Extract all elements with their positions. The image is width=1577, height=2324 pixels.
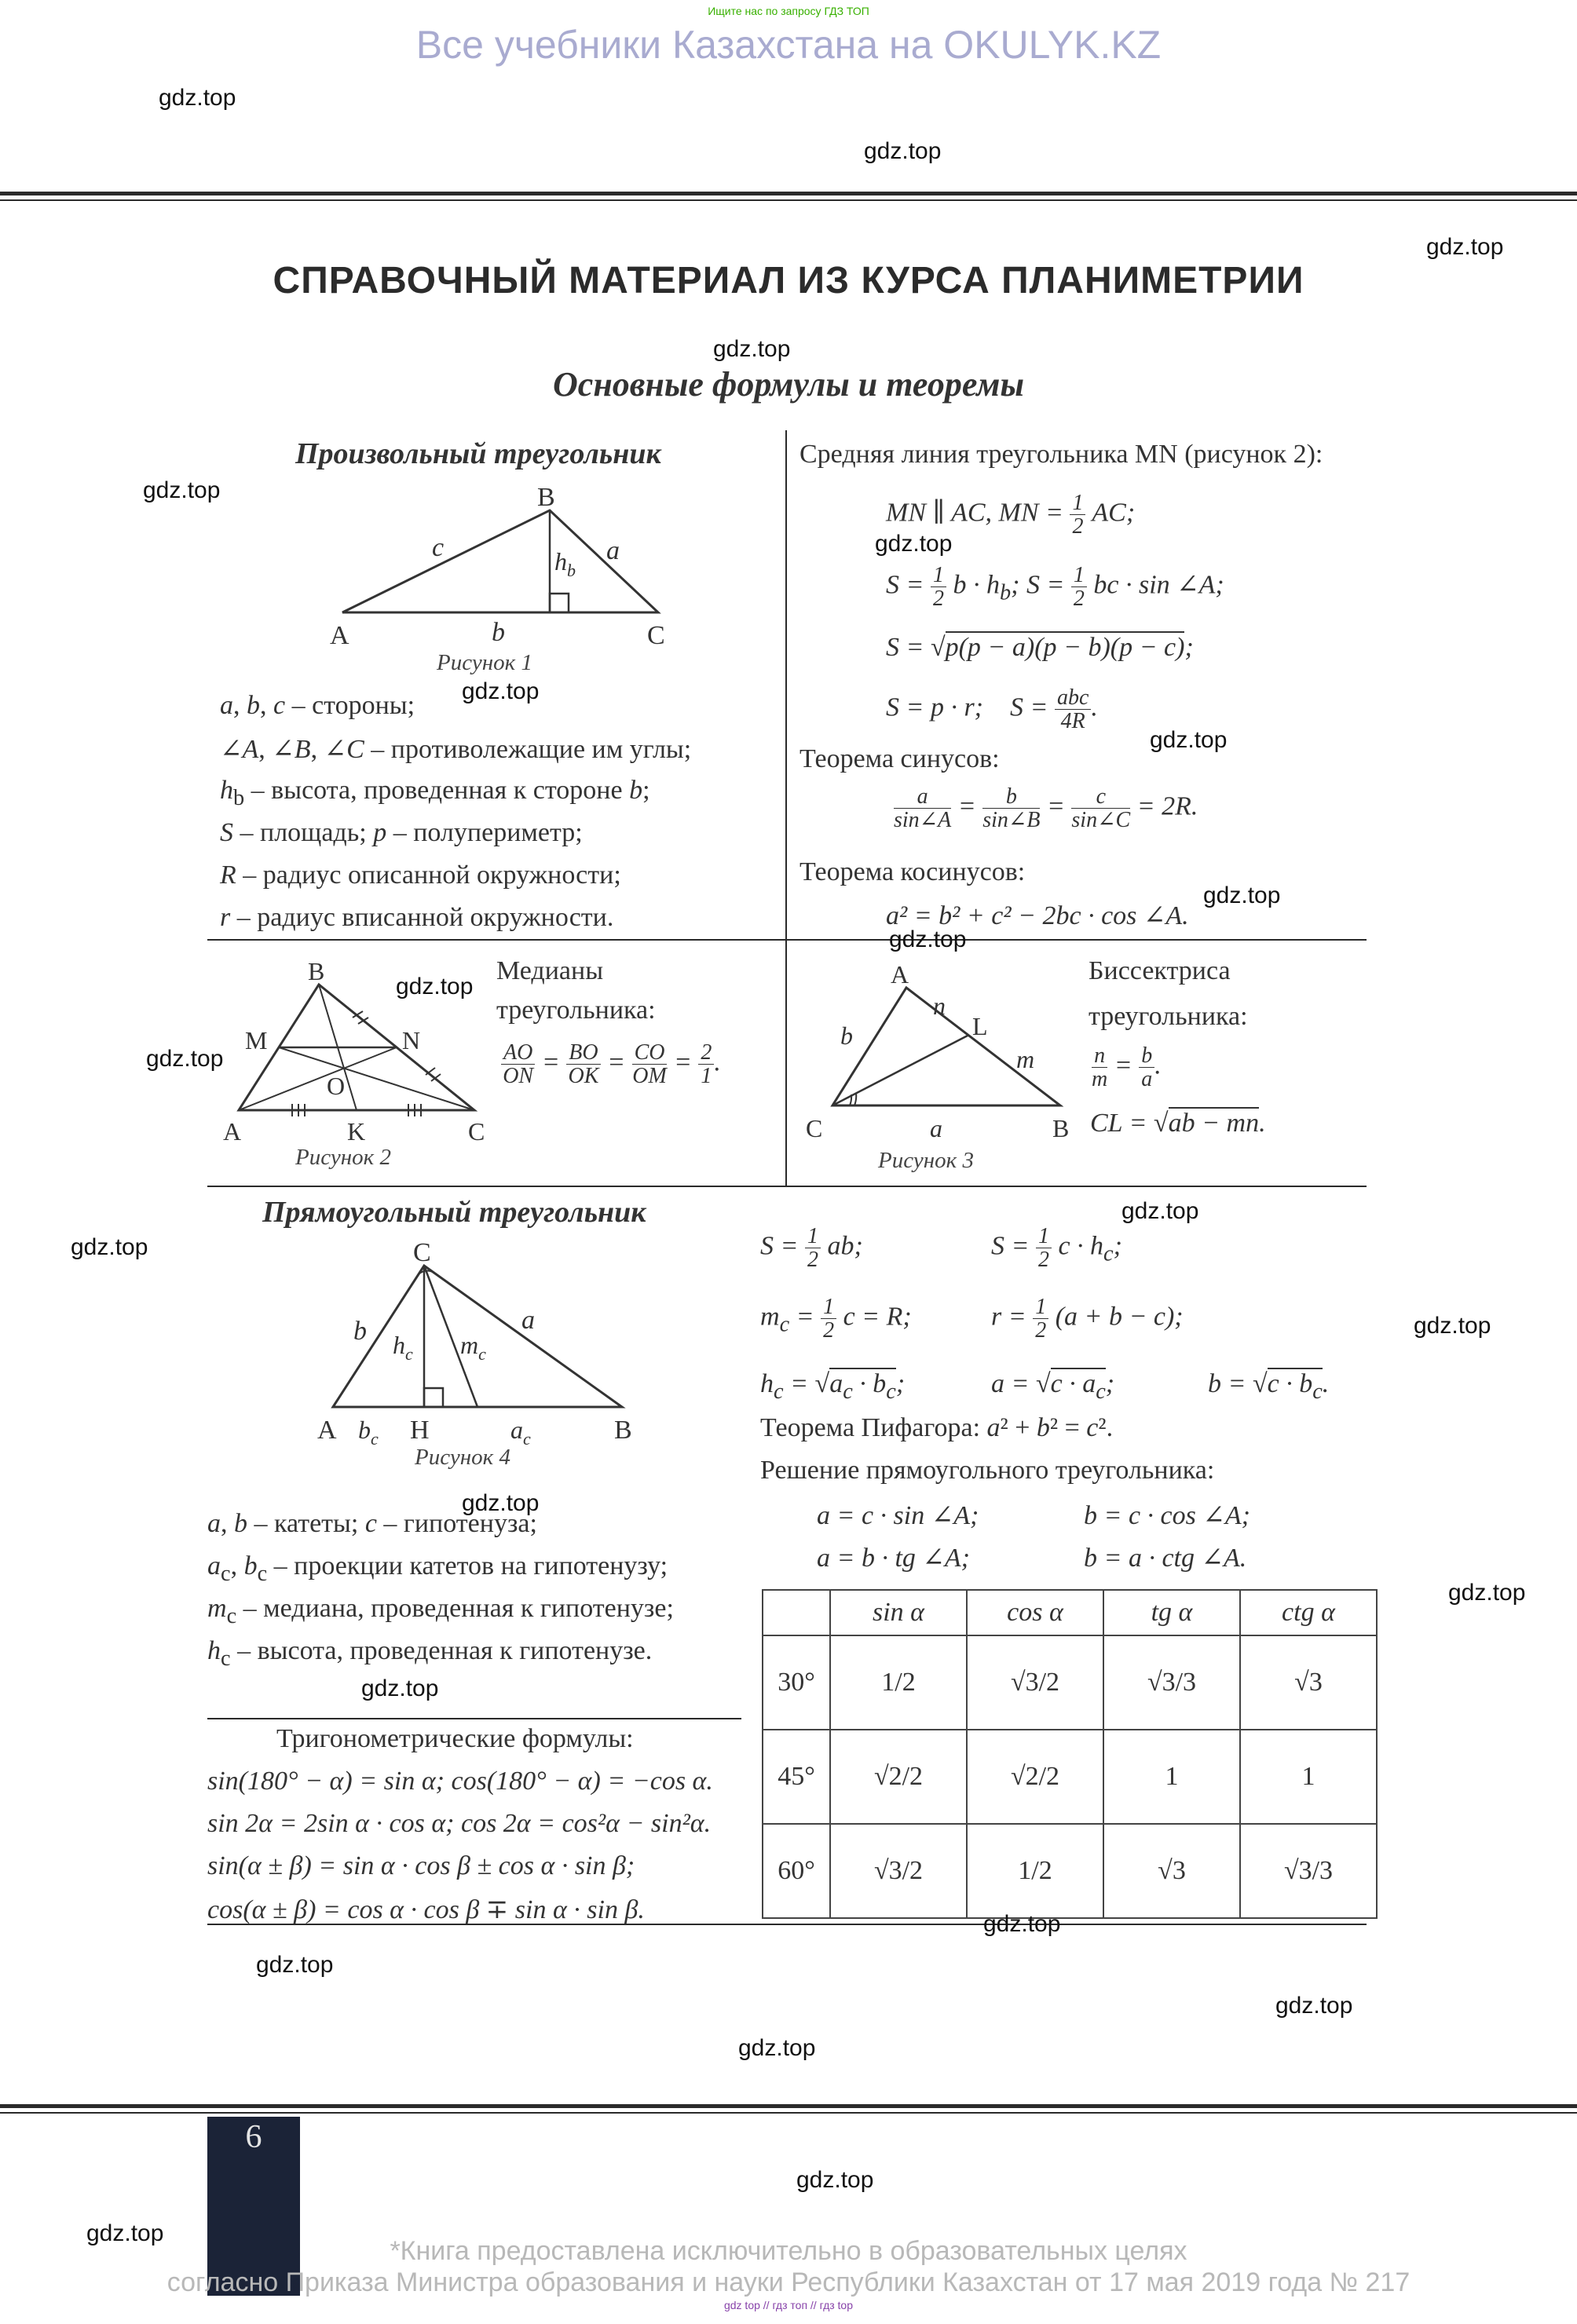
- watermark: gdz.top: [462, 678, 540, 704]
- svg-text:L: L: [972, 1012, 988, 1040]
- table-row: [763, 1730, 1377, 1824]
- fig1-label-hb: $h_b$: [554, 547, 576, 580]
- midline-heading: Средняя линия треугольника MN (рисунок 2):: [799, 440, 1323, 469]
- bisector-formula-2: CL = √ab − mn.: [1090, 1109, 1266, 1138]
- solution-4: b = a · ctg ∠A.: [1084, 1544, 1247, 1573]
- table-row: [763, 1824, 1377, 1918]
- fig1-label-C: C: [647, 621, 665, 650]
- watermark: gdz.top: [361, 1675, 439, 1701]
- footer-links[interactable]: gdz top // гдз топ // гдз top: [723, 2299, 854, 2311]
- watermark: gdz.top: [983, 1911, 1061, 1937]
- table-header-ctg: ctg α: [1240, 1590, 1377, 1635]
- svg-text:A: A: [317, 1416, 337, 1445]
- solution-2: b = c · cos ∠A;: [1084, 1501, 1250, 1530]
- watermark: gdz.top: [889, 926, 967, 952]
- watermark: gdz.top: [143, 477, 221, 503]
- right-legend-1: a, b – катеты; c – гипотенуза;: [207, 1509, 537, 1538]
- bisector-heading-1: Биссектриса: [1089, 956, 1231, 985]
- svg-text:ac: $a_c$: [510, 1416, 531, 1446]
- footer-line-1: *Книга предоставлена исключительно в образовательных целях: [390, 2236, 1187, 2266]
- watermark: gdz.top: [396, 974, 474, 999]
- legend-sides: a, b, c – стороны;: [220, 691, 415, 720]
- row-divider-2: [207, 1186, 1367, 1187]
- footer-rule: [0, 2104, 1577, 2108]
- watermark: gdz.top: [1203, 882, 1281, 908]
- bisector-formula-1: $\frac{n}{m}$ = $\frac{b}{a}$ .: [1092, 1043, 1162, 1092]
- right-a: $a = √c \cdot a_c$;: [991, 1369, 1115, 1404]
- watermark: gdz.top: [1150, 727, 1228, 753]
- svg-text:a: a: [521, 1306, 535, 1335]
- trig-divider: [207, 1718, 741, 1719]
- medians-heading-1: Медианы: [496, 956, 604, 985]
- table-header-row: [763, 1590, 1377, 1635]
- area-formula-1: S = $\frac{1}{2}$ $b \cdot h_b$; S = $\frac{1}{2}$ bc · sin ∠A;: [886, 563, 1224, 612]
- watermark: gdz.top: [864, 138, 942, 164]
- trig-line-3: sin(α ± β) = sin α · cos β ± cos α · sin β;: [207, 1851, 635, 1880]
- row-divider-1: [207, 939, 1367, 941]
- table-header-sin: sin α: [830, 1590, 967, 1635]
- trig-heading: Тригонометрические формулы:: [276, 1724, 634, 1753]
- table-value-cell: √3/2: [967, 1635, 1103, 1730]
- page-subtitle: Основные формулы и теоремы: [553, 365, 1024, 404]
- svg-text:B: B: [1052, 1114, 1070, 1142]
- fig1-label-b: b: [492, 618, 505, 647]
- svg-text:H: H: [410, 1416, 430, 1445]
- figure-1-triangle: [330, 479, 691, 675]
- table-header-tg: tg α: [1103, 1590, 1240, 1635]
- right-hc: $h_c = √a_c \cdot b_c$;: [760, 1369, 906, 1404]
- table-value-cell: 1: [1103, 1730, 1240, 1824]
- table-angle-cell: 60°: [763, 1824, 830, 1918]
- table-row: [763, 1635, 1377, 1730]
- medians-formula: $\frac{AO}{ON}$ = $\frac{BO}{OK}$ = $\frac{CO}{OM}$ = $\frac{2}{1}$ .: [501, 1041, 721, 1088]
- table-value-cell: √3/3: [1103, 1635, 1240, 1730]
- watermark: gdz.top: [71, 1234, 148, 1260]
- right-legend-3: $m_c$ – медиана, проведенная к гипотенузе;: [207, 1594, 674, 1628]
- watermark: gdz.top: [86, 2220, 164, 2246]
- legend-inradius: r – радиус вписанной окружности.: [220, 903, 614, 932]
- right-area-2: S = $\frac{1}{2}$ $c \cdot h_c$;: [991, 1224, 1122, 1273]
- svg-text:N: N: [402, 1026, 421, 1054]
- solution-heading: Решение прямоугольного треугольника:: [760, 1456, 1215, 1485]
- trig-values-table: [762, 1589, 1378, 1919]
- heron-formula: S = √p(p − a)(p − b)(p − c);: [886, 633, 1194, 662]
- watermark: gdz.top: [1414, 1313, 1491, 1339]
- table-value-cell: √3/2: [830, 1824, 967, 1918]
- midline-formula: MN ∥ AC, MN = $\frac{1}{2}$ AC;: [886, 491, 1136, 539]
- area-formula-2: S = p · r; S = $\frac{\text{abc}}{4R}$ .: [886, 685, 1098, 734]
- solution-3: a = b · tg ∠A;: [817, 1544, 970, 1573]
- table-value-cell: √3/3: [1240, 1824, 1377, 1918]
- right-b: $b = √c \cdot b_c$.: [1208, 1369, 1330, 1404]
- search-note: Ищите нас по запросу ГДЗ ТОП: [708, 5, 869, 17]
- watermark: gdz.top: [713, 336, 791, 362]
- table-angle-cell: 30°: [763, 1635, 830, 1730]
- watermark: gdz.top: [875, 531, 953, 557]
- fig1-label-a: a: [606, 536, 620, 565]
- pythagoras-theorem: Теорема Пифагора: a² + b² = c².: [760, 1413, 1114, 1442]
- table-value-cell: 1/2: [967, 1824, 1103, 1918]
- svg-text:hc: $h_c$: [393, 1331, 413, 1364]
- sine-theorem-formula: $\frac{a}{\sin\angle A}$ = $\frac{b}{\sin\angle B}$ = $\frac{c}{\sin\angle C}$ = 2R.: [894, 784, 1198, 833]
- page-number: 6: [245, 2119, 262, 2155]
- site-banner[interactable]: Все учебники Казахстана на OKULYK.KZ: [415, 23, 1162, 67]
- figure-4-caption: Рисунок 4: [415, 1445, 510, 1470]
- trig-line-2: sin 2α = 2sin α · cos α; cos 2α = cos²α − sin²α.: [207, 1809, 712, 1838]
- svg-text:n: n: [933, 992, 946, 1020]
- watermark: gdz.top: [462, 1490, 540, 1516]
- svg-text:C: C: [468, 1117, 485, 1146]
- svg-text:bc: $b_c$: [358, 1416, 379, 1446]
- table-value-cell: √3: [1240, 1635, 1377, 1730]
- trig-line-1: sin(180° − α) = sin α; cos(180° − α) = −cos α.: [207, 1767, 713, 1796]
- table-angle-cell: 45°: [763, 1730, 830, 1824]
- bisector-heading-2: треугольника:: [1089, 1002, 1248, 1031]
- svg-text:b: b: [840, 1021, 853, 1050]
- watermark: gdz.top: [1448, 1580, 1526, 1606]
- svg-text:A: A: [891, 960, 909, 988]
- table-value-cell: √2/2: [830, 1730, 967, 1824]
- svg-text:M: M: [245, 1026, 268, 1054]
- svg-text:A: A: [223, 1117, 242, 1146]
- watermark: gdz.top: [1121, 1198, 1199, 1224]
- right-inradius: r = $\frac{1}{2}$ (a + b − c);: [991, 1295, 1184, 1343]
- svg-text:C: C: [806, 1114, 823, 1142]
- watermark: gdz.top: [796, 2167, 874, 2193]
- svg-text:B: B: [614, 1416, 632, 1445]
- svg-text:B: B: [308, 957, 325, 985]
- legend-circumradius: R – радиус описанной окружности;: [220, 861, 621, 890]
- figure-3-bisector: [804, 956, 1087, 1145]
- legend-area: S – площадь; p – полупериметр;: [220, 818, 583, 847]
- arbitrary-triangle-heading: Произвольный треугольник: [295, 437, 661, 470]
- footer-rule-thin: [0, 2112, 1577, 2114]
- watermark: gdz.top: [159, 85, 236, 111]
- figure-3-caption: Рисунок 3: [878, 1148, 974, 1173]
- svg-text:m: m: [1016, 1045, 1035, 1073]
- fig1-label-A: A: [330, 621, 349, 650]
- table-header-cos: cos α: [967, 1590, 1103, 1635]
- right-legend-4: $h_c$ – высота, проведенная к гипотенузе.: [207, 1636, 653, 1671]
- svg-text:K: K: [347, 1117, 366, 1146]
- watermark: gdz.top: [1275, 1993, 1353, 2019]
- trig-line-4: cos(α ± β) = cos α · cos β ∓ sin α · sin β.: [207, 1895, 645, 1924]
- fig1-label-B: B: [537, 483, 555, 512]
- right-triangle-heading: Прямоугольный треугольник: [262, 1196, 646, 1229]
- watermark: gdz.top: [256, 1952, 334, 1978]
- legend-height: $h_b$ – высота, проведенная к стороне b;: [220, 776, 650, 810]
- table-value-cell: √2/2: [967, 1730, 1103, 1824]
- cosine-theorem-heading: Теорема косинусов:: [799, 857, 1026, 886]
- footer-line-2: согласно Приказа Министра образования и науки Республики Казахстан от 17 мая 2019 года № 217: [166, 2267, 1411, 2297]
- watermark: gdz.top: [146, 1046, 224, 1072]
- table-value-cell: √3: [1103, 1824, 1240, 1918]
- legend-angles: ∠A, ∠B, ∠C – противолежащие им углы;: [220, 735, 692, 764]
- svg-text:O: O: [327, 1072, 346, 1100]
- medians-heading-2: треугольника:: [496, 996, 656, 1025]
- table-header-corner: [763, 1590, 830, 1635]
- top-rule-thin: [0, 199, 1577, 201]
- table-value-cell: 1/2: [830, 1635, 967, 1730]
- figure-2-caption: Рисунок 2: [295, 1145, 391, 1170]
- solution-1: a = c · sin ∠A;: [817, 1501, 979, 1530]
- right-median: $m_c$ = $\frac{1}{2}$ c = R;: [760, 1295, 912, 1343]
- right-legend-2: $a_c$, $b_c$ – проекции катетов на гипотенузу;: [207, 1551, 668, 1586]
- svg-text:C: C: [413, 1238, 431, 1267]
- page-title: СПРАВОЧНЫЙ МАТЕРИАЛ ИЗ КУРСА ПЛАНИМЕТРИИ: [273, 260, 1304, 301]
- watermark: gdz.top: [1426, 234, 1504, 260]
- svg-text:mc: $m_c$: [460, 1331, 486, 1364]
- watermark: gdz.top: [738, 2035, 816, 2061]
- table-value-cell: 1: [1240, 1730, 1377, 1824]
- svg-text:a: a: [930, 1114, 942, 1142]
- svg-text:b: b: [353, 1317, 367, 1346]
- figure-1-caption: Рисунок 1: [437, 650, 532, 675]
- figure-4-right-triangle: [314, 1234, 660, 1446]
- right-area-1: S = $\frac{1}{2}$ ab;: [760, 1224, 863, 1273]
- cosine-theorem-formula: a² = b² + c² − 2bc · cos ∠A.: [886, 901, 1189, 930]
- fig1-label-c: c: [432, 533, 445, 562]
- sine-theorem-heading: Теорема синусов:: [799, 744, 1000, 773]
- top-rule: [0, 192, 1577, 195]
- vertical-divider: [785, 430, 787, 1186]
